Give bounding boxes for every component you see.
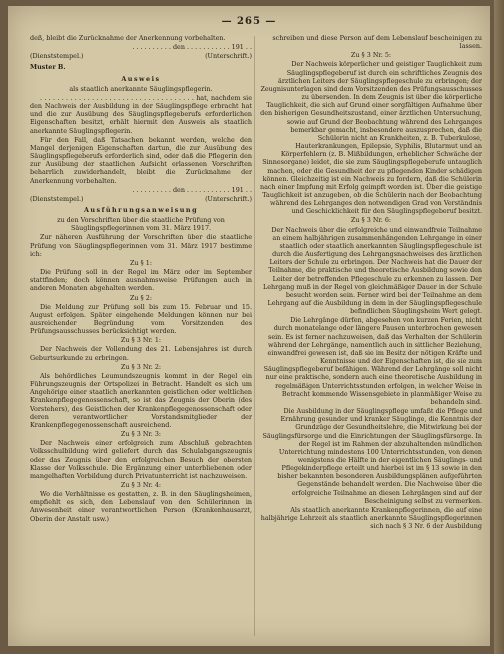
section-label: Muster B.: [30, 63, 66, 72]
paragraph: . . . . . . . . . . . . . . . . . . . . . . . . . . . . . . . . . . . . hat, nachdem sie den Nachweis der Ausbildung in der Säuglingspflege erbracht hat und die zur Ausübung des Säuglingspflegeberufs erforderlichen Eigenschaften besitzt, erhält hiermit den Ausweis als staatlich anerkannte Säuglingspflegerin.: [30, 93, 252, 135]
clause-heading: Zu § 3 Nr. 4:: [120, 480, 162, 489]
paragraph: Die Ausbildung in der Säuglingspflege umfaßt die Pflege und Ernährung gesunder und kranker Säuglinge, die Kenntnis der Grundzüge der Gesundheitslehre, die Mitwirkung bei der Säuglingsfürsorge und die Einrichtungen der Säuglingsfürsorge. In der Regel ist im Rahmen der abzuhaltenden mündlichen Unterrichtung mindestens 100 Unterrichtsstunden, von denen wenigstens die Hälfte in der eigentlichen Säuglings- und Pflegekinderpflege erteilt und hierbei ist im § 13 sowie in den bisher bekannten besonderen Ausbildungsplänen aufgeführten Gegenstände behandelt werden. Die Nachweise über die erfolgreiche Teilnahme an diesen Lehrgängen sind auf der Bescheinigung selbst zu vermerken.: [262, 407, 482, 505]
clause-heading: Zu § 3 Nr. 2:: [120, 362, 162, 371]
clause-heading: Zu § 3 Nr. 1:: [120, 336, 162, 345]
column-divider: [254, 36, 255, 636]
clause-heading: Zu § 2:: [129, 293, 153, 302]
stamp-label: (Dienststempel.): [30, 194, 84, 203]
signature-label: (Unterschrift.): [205, 194, 252, 203]
paragraph: Für den Fall, daß Tatsachen bekannt werden, welche den Mangel derjenigen Eigenschaften dartun, die zur Ausübung des Säuglingspflegeberufs erforderlich sind, oder daß die Pflegerin den zur Ausübung der staatlichen Aufsicht erlassenen Vorschriften beharrlich zuwiderhandelt, bleibt die Zurücknahme der Anerkennung vorbehalten.: [30, 135, 252, 185]
paragraph: Die Meldung zur Prüfung soll bis zum 15. Februar und 15. August erfolgen. Später eingehende Meldungen können nur bei ausreichender Begründung vom Vorsitzenden des Prüfungsausschusses berücksichtigt werden.: [30, 302, 252, 336]
clause-heading: Zu § 3 Nr. 5:: [350, 51, 392, 60]
section-subheading: als staatlich anerkannte Säuglingspflegerin.: [69, 84, 213, 93]
section-heading: Ausführungsanweisung: [83, 205, 199, 214]
paragraph: Als behördliches Leumundszeugnis kommt in der Regel ein Führungszeugnis der Ortspolizei in Betracht. Handelt es sich um Angehörige einer staatlich anerkannten geistlichen oder weltlichen Krankenpflegegenossenschaft, so ist das Zeugnis der Oberin (des Vorstehers), des Geistlichen der Krankenpflegegenossenschaft oder deren verantwortlicher Vorstandsmitglieder der Krankenpflegegenossenschaft ausreichend.: [30, 371, 252, 429]
paragraph: deß, bleibt die Zurücknahme der Anerkennung vorbehalten.: [30, 34, 226, 42]
paragraph: Der Nachweis über die erfolgreiche und einwandfreie Teilnahme an einem halbjährigen zusammenhängenden Lehrgange in einer staatlich oder staatlich anerkannten Säuglingspflegeschule ist durch die Ausfertigung des Lehrgangsnachweises des ärztlichen Leiters der Schule zu erbringen. Der Nachweis hat die Dauer der Teilnahme, die praktische und theoretische Ausbildung sowie den Leiter der betreffenden Pflegeschule zu erkennen zu lassen. Der Lehrgang muß in der Regel von gleichmäßiger Dauer in der Schule besucht worden sein. Ferner wird bei der Teilnahme an dem Lehrgang auf die Ausbildung in dem in der Säuglingspflegeschule befindlichen Säuglingsheim Wert gelegt.: [263, 225, 482, 316]
paragraph: Wo die Verhältnisse es gestatten, z. B. in den Säuglingsheimen, empfiehlt es sich, den Lebenslauf von den Schülerinnen in Anwesenheit einer verantwortlichen Person (Krankenhausarzt, Oberin der Anstalt usw.): [30, 490, 252, 523]
stamp-label: (Dienststempel.): [30, 52, 84, 61]
section-subheading: zu den Vorschriften über die staatliche Prüfung von Säuglingspflegerinnen vom 31. März 1917.: [57, 216, 225, 233]
paragraph: Der Nachweis körperlicher und geistiger Tauglichkeit zum Säuglingspflegeberuf ist durch ein schriftliches Zeugnis des ärztlichen Leiters der Säuglingspflegeschule zu erbringen; der Zeugnisunterlagen sind dem Vorsitzenden des Prüfungsausschusses zu übersenden. In dem Zeugnis ist über die körperliche Tauglichkeit, die sich auf Grund einer sorgfältigen Aufnahme über den bisherigen Gesundheitszustand, einer ärztlichen Untersuchung, sowie auf Grund der Beobachtung während des Lehrganges bemerkbar gemacht, insbesondere auszusprechen, daß die Schülerin nicht an Krankheiten, z. B. Tuberkulose, Hauterkrankungen, Epilepsie, Syphilis, Blutarmut und an Körperfehlern (z. B. Mißbildungen, erheblicher Schwäche der Sinnesorgane) leidet, die sie zum Säuglingspflegeberufe untauglich machen, oder die Gesundheit der zu pflegenden Kinder schädigen können. Gleichzeitig ist ein Nachweis zu fordern, daß die Schülerin nach einer Impfung mit Erfolg geimpft worden ist. Über die geistige Tauglichkeit ist anzugeben, ob die Schülerin nach der Beobachtung während des Lehrganges den notwendigen Grad von Verständnis und Geschicklichkeit für den Säuglingspflegeberuf besitzt.: [260, 60, 482, 216]
clause-heading: Zu § 3 Nr. 3:: [120, 430, 162, 439]
date-line: . . . . . . . . . . den . . . . . . . . . . . 191 . .: [132, 43, 252, 52]
paragraph: schreiben und diese Person auf dem Lebenslauf bescheinigen zu lassen.: [272, 34, 482, 51]
date-line: . . . . . . . . . . den . . . . . . . . . . . 191 . .: [132, 185, 252, 194]
signature-row: [30, 195, 252, 203]
left-column: [30, 34, 252, 640]
book-spine: [494, 0, 504, 654]
signature-label: (Unterschrift.): [205, 52, 252, 61]
paragraph: Der Nachweis der Vollendung des 21. Lebensjahres ist durch Geburtsurkunde zu erbringen.: [30, 345, 252, 362]
right-column: [260, 34, 482, 640]
section-heading: Ausweis: [121, 74, 161, 83]
document-page: [8, 6, 490, 646]
clause-heading: Zu § 1:: [129, 258, 153, 267]
paragraph: Als staatlich anerkannte Krankenpflegerinnen, die auf eine halbjährige Lehrzeit als staatlich anerkannte Säuglingspflegerinnen sich nach § 3 Nr. 6 der Ausbildung: [260, 505, 482, 531]
clause-heading: Zu § 3 Nr. 6:: [350, 216, 392, 225]
paragraph: Zur näheren Ausführung der Vorschriften über die staatliche Prüfung von Säuglingspflegerinnen vom 31. März 1917 bestimme ich:: [30, 233, 252, 258]
page-number: — 265 —: [221, 16, 277, 27]
signature-row: [30, 52, 252, 60]
paragraph: Die Lehrgänge dürfen, abgesehen von kurzen Ferien, nicht durch monatelange oder längere Pausen unterbrochen gewesen sein. Es ist ferner nachzuweisen, daß das Verhalten der Schülerin während der Lehrgänge, namentlich auch in sittlicher Beziehung, einwandfrei gewesen ist, daß sie im Besitz der nötigen Kräfte und Kenntnisse und der Eigenschaften ist, die sie zum Säuglingspflegeberuf befähigen. Während der Lehrgänge soll nicht nur eine praktische, sondern auch eine theoretische Ausbildung in regelmäßigen Unterrichtsstunden erfolgen, in welcher Weise in Betracht kommende Wissensgebiete in planmäßiger Weise zu behandeln sind.: [263, 316, 482, 406]
paragraph: Die Prüfung soll in der Regel im März oder im September stattfinden; doch können ausnahmsweise Prüfungen auch in anderen Monaten abgehalten werden.: [30, 268, 252, 293]
paragraph: Der Nachweis einer erfolgreich zum Abschluß gebrachten Volksschulbildung wird geliefert durch das Schulabgangszeugnis oder das Zeugnis über den erfolgreichen Besuch der obersten Klasse der Volksschule. Die Ergänzung einer unterbliebenen oder mangelhaften Vorbildung durch Privatunterricht ist nachzuweisen.: [30, 439, 252, 480]
